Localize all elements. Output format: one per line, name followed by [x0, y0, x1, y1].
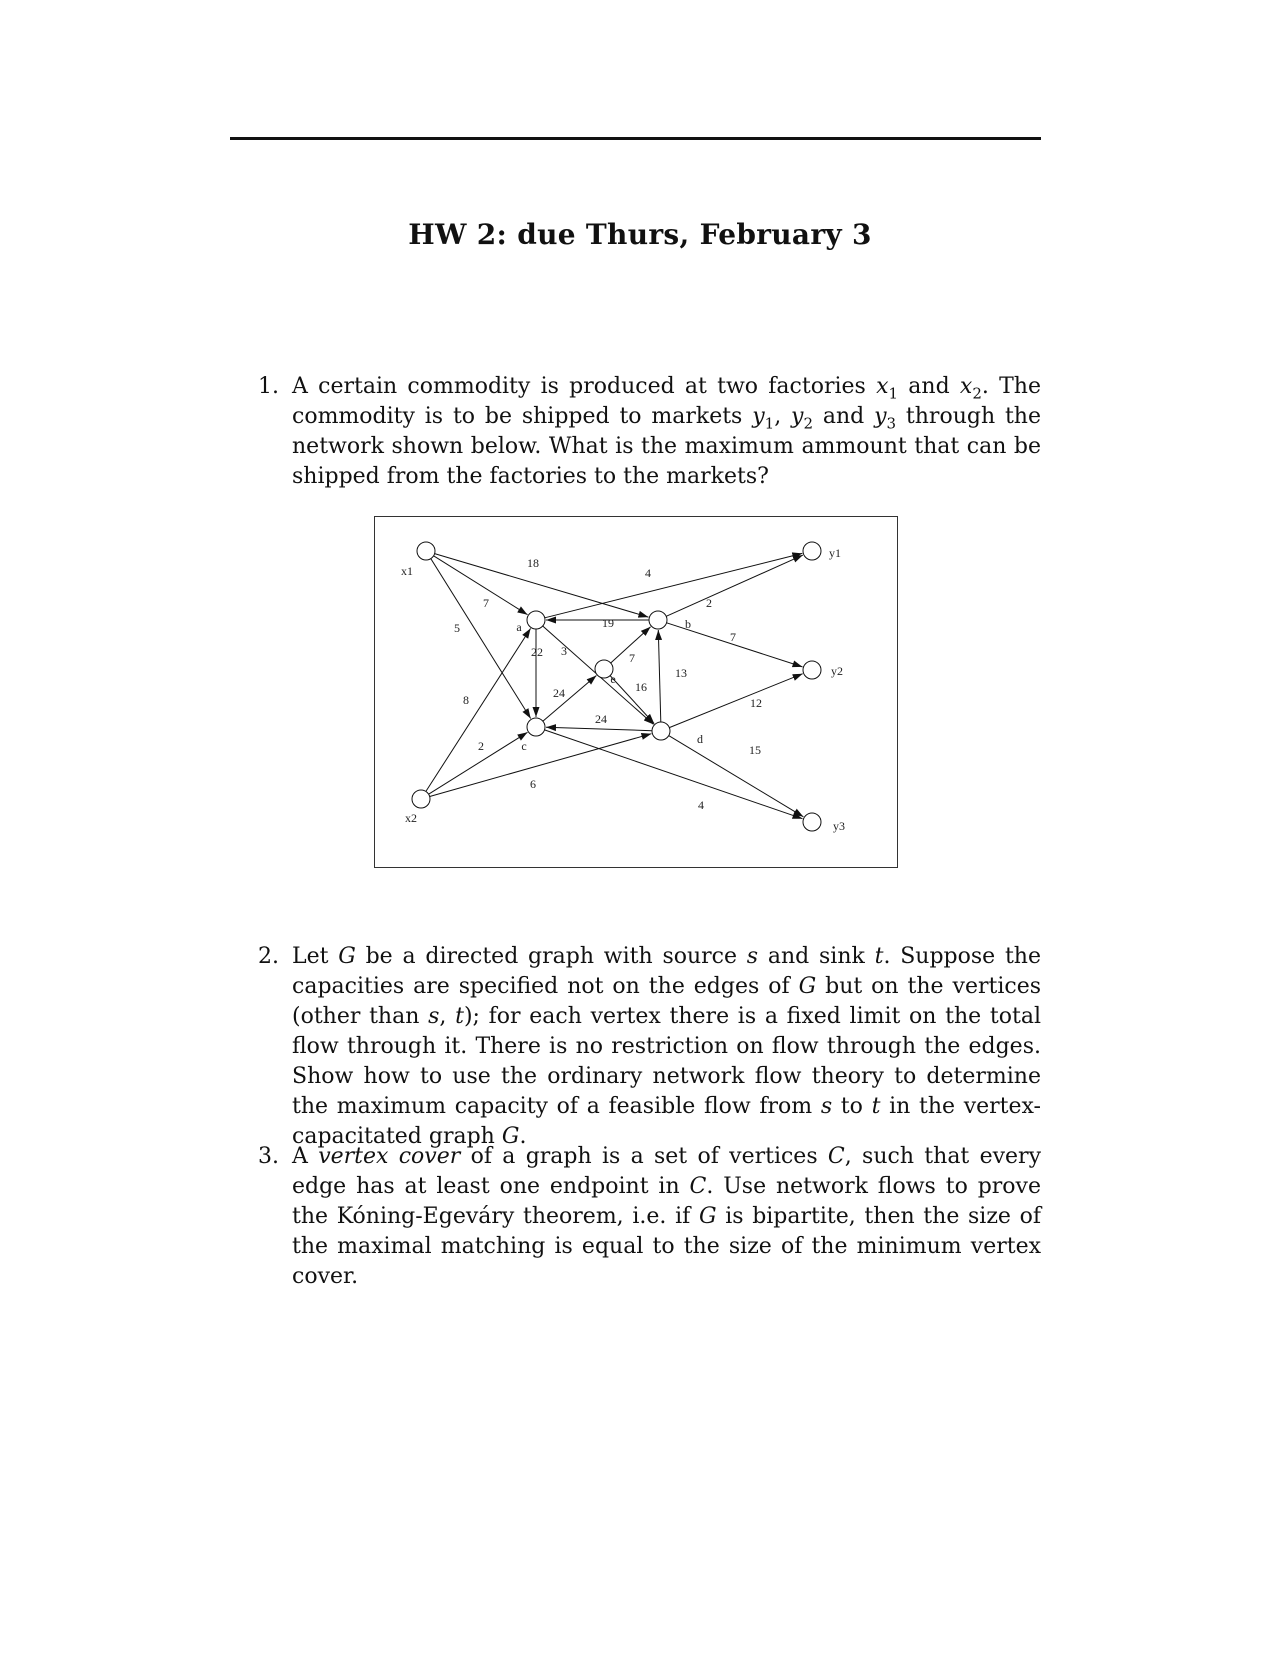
edge-d-y3: [669, 736, 804, 817]
node-x1: [417, 542, 435, 560]
node-y3: [803, 813, 821, 831]
edge-c-y3: [545, 730, 803, 819]
edge-x1-b: [435, 554, 649, 618]
problem-number: 1.: [258, 374, 279, 399]
node-d: [652, 722, 670, 740]
capacity-label-e-d: 16: [635, 680, 647, 694]
capacity-label-a-y1: 4: [645, 566, 651, 580]
capacity-label-c-e: 24: [553, 686, 565, 700]
vertex-cover-term: vertex cover: [318, 1144, 461, 1169]
node-y2: [803, 661, 821, 679]
node-label-a: a: [516, 620, 522, 634]
capacity-label-x1-b: 18: [527, 556, 539, 570]
edge-x2-a: [426, 628, 531, 791]
node-label-d: d: [697, 732, 703, 746]
network-diagram: [375, 517, 899, 869]
problem-1: [258, 372, 1041, 492]
capacity-label-a-d: 3: [561, 644, 567, 658]
edge-d-y2: [669, 674, 802, 728]
problem-number: 3.: [258, 1144, 279, 1169]
capacity-label-d-b: 13: [675, 666, 687, 680]
capacity-label-d-y2: 12: [750, 696, 762, 710]
problem-text: A vertex cover of a graph is a set of vertices C, such that every edge has at least one endpoint in C. Use network flows to prove the Kóning-Egeváry theorem, i.e. if G is bipartite, then the size of the maximal matching is equal to the size of the minimum vertex cover.: [292, 1144, 1042, 1289]
capacity-label-c-y3: 4: [698, 798, 704, 812]
node-label-y1: y1: [829, 546, 841, 560]
node-a: [527, 611, 545, 629]
network-figure: [374, 516, 898, 868]
problem-3: [258, 1142, 1041, 1292]
capacity-label-b-y1: 2: [706, 596, 712, 610]
node-x2: [412, 790, 430, 808]
problem-text: A certain commodity is produced at two factories $x_1$ and $x_2$. The commodity is to be shipped to markets $y_1$, $y_2$ and $y_3$ through the network shown below. What is the maximum ammount that can be shipped from the factories to the markets?: [292, 374, 1041, 489]
edge-x1-c: [431, 559, 531, 719]
node-label-c: c: [521, 739, 527, 753]
edge-a-y1: [545, 553, 803, 617]
node-b: [649, 611, 667, 629]
capacity-label-x2-d: 6: [530, 777, 536, 791]
top-rule: [230, 137, 1041, 140]
capacity-label-a-c: 22: [531, 645, 543, 659]
edge-b-y1: [666, 555, 803, 616]
node-label-y2: y2: [831, 664, 843, 678]
edge-c-e: [543, 676, 597, 722]
node-label-b: b: [685, 617, 691, 631]
edge-e-d: [610, 676, 654, 724]
capacity-label-b-a: 19: [602, 616, 614, 630]
node-label-y3: y3: [833, 819, 845, 833]
capacity-label-e-b: 7: [629, 651, 635, 665]
capacity-label-x2-c: 2: [478, 739, 484, 753]
edge-d-b: [658, 630, 661, 722]
capacity-label-x1-a: 7: [483, 596, 489, 610]
node-label-e: e: [610, 672, 616, 686]
node-label-x1: x1: [401, 564, 413, 578]
node-label-x2: x2: [405, 811, 417, 825]
problem-2: [258, 942, 1041, 1152]
capacity-label-d-c: 24: [595, 712, 607, 726]
edge-d-c: [546, 727, 652, 730]
capacity-label-d-y3: 15: [749, 743, 761, 757]
capacity-label-x2-a: 8: [463, 693, 469, 707]
page-title: HW 2: due Thurs, February 3: [408, 218, 872, 251]
edge-x2-d: [430, 734, 652, 797]
capacity-label-b-y2: 7: [730, 630, 736, 644]
problem-number: 2.: [258, 944, 279, 969]
node-c: [527, 718, 545, 736]
node-y1: [803, 542, 821, 560]
capacity-label-x1-c: 5: [454, 621, 460, 635]
problem-text: Let G be a directed graph with source s and sink t. Suppose the capacities are specified not on the edges of G but on the vertices (other than s, t); for each vertex there is a fixed limit on the total flow through it. There is no restriction on flow through the edges. Show how to use the ordinary network flow theory to determine the maximum capacity of a feasible flow from s to t in the vertex-capacitated graph G.: [292, 944, 1042, 1149]
